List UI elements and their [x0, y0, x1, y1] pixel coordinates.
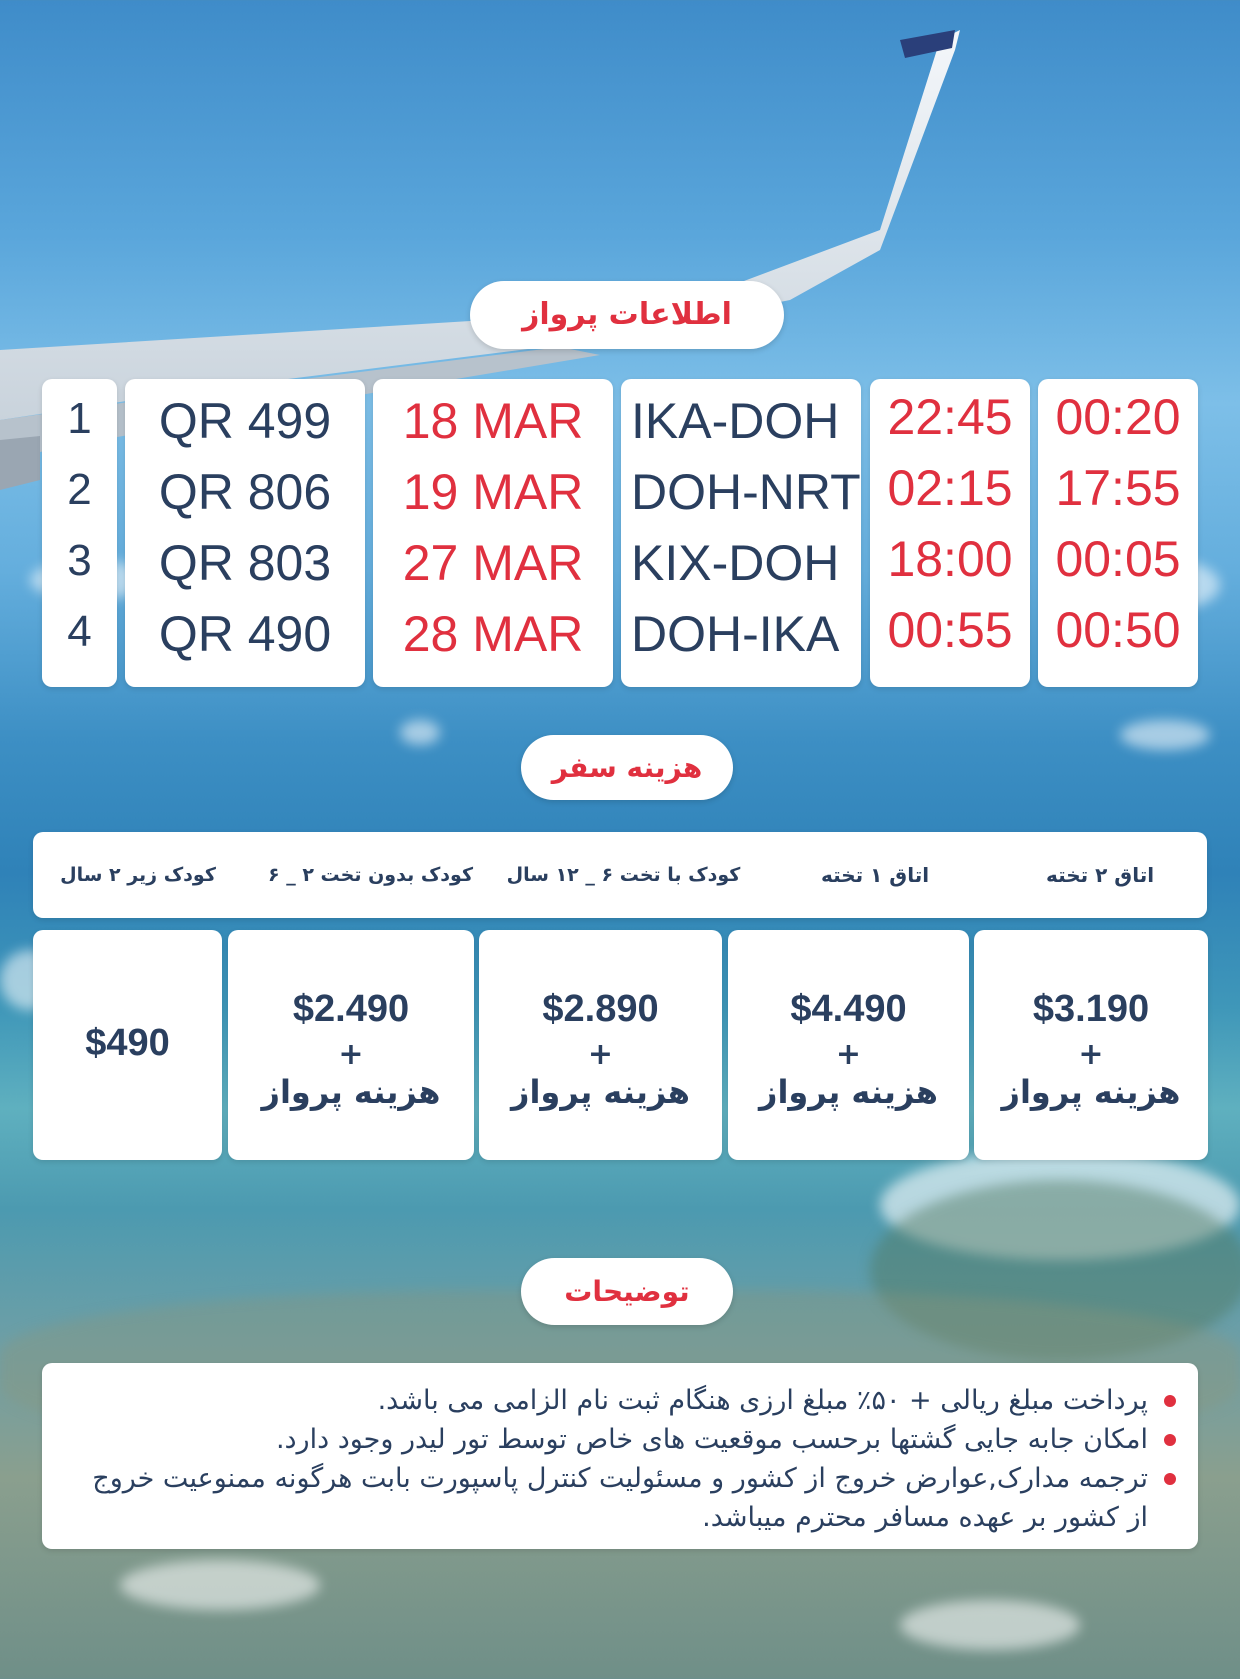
price-header-double-room: اتاق ۲ تخته: [1045, 863, 1155, 887]
bullet-icon: [1164, 1395, 1176, 1407]
price-card-single-room: [728, 930, 969, 1160]
plus-sign: +: [1078, 1037, 1104, 1072]
flight-code: QR 806: [158, 464, 332, 520]
price-label: هزینه پرواز: [759, 1073, 938, 1111]
note-item: [82, 1420, 1148, 1459]
arrival-time: 00:50: [1055, 602, 1181, 658]
price-label: هزینه پرواز: [261, 1073, 441, 1111]
flight-number-column: [42, 379, 117, 687]
flight-date: 19 MAR: [402, 464, 584, 520]
arrival-time: 00:05: [1055, 531, 1181, 587]
notes-list: [42, 1363, 1198, 1537]
price-amount: $3.190: [1032, 988, 1150, 1030]
price-header-child-no-bed: کودک بدون تخت ۲ _ ۶: [267, 864, 474, 886]
bullet-icon: [1164, 1434, 1176, 1446]
arrival-time: 00:20: [1055, 389, 1181, 445]
departure-time: 00:55: [887, 602, 1013, 658]
bullet-icon: [1164, 1473, 1176, 1485]
row-number: 3: [67, 536, 92, 585]
price-label: هزینه پرواز: [511, 1073, 690, 1111]
plus-sign: +: [587, 1037, 614, 1072]
row-number: 2: [67, 465, 92, 514]
flight-code: QR 803: [158, 535, 332, 591]
flight-route: KIX-DOH: [631, 535, 840, 591]
price-card-child-with-bed: [479, 930, 722, 1160]
row-number: 4: [67, 607, 92, 656]
flight-route: DOH-NRT: [631, 464, 861, 520]
cloud: [1120, 720, 1210, 750]
plus-sign: +: [835, 1037, 862, 1072]
note-text: ترجمه مدارک,عوارض خروج از کشور و مسئولیت کنترل پاسپورت بابت هرگونه ممنوعیت خروج از کشور بر عهده مسافر محترم میباشد.: [92, 1463, 1148, 1533]
price-card-infant: [33, 930, 222, 1160]
price-amount: $490: [85, 1022, 170, 1064]
flight-date-column: [373, 379, 613, 687]
price-amount: $2.890: [542, 988, 659, 1030]
flight-date: 18 MAR: [402, 393, 584, 449]
departure-time: 18:00: [887, 531, 1013, 587]
note-item: [82, 1381, 1148, 1420]
plus-sign: +: [338, 1037, 364, 1072]
flight-date: 28 MAR: [402, 606, 584, 662]
note-text: امکان جابه جایی گشتها برحسب موقعیت های خاص توسط تور لیدر وجود دارد.: [275, 1424, 1148, 1455]
price-header-bar: [33, 832, 1207, 918]
flight-code: QR 490: [158, 606, 332, 662]
price-header-child-with-bed: کودک با تخت ۶ _ ۱۲ سال: [506, 864, 741, 886]
price-card-double-room: [974, 930, 1208, 1160]
price-amount: $2.490: [292, 988, 410, 1030]
flight-route: IKA-DOH: [631, 393, 840, 449]
price-amount: $4.490: [790, 988, 907, 1030]
flight-code-column: [125, 379, 365, 687]
cloud: [900, 1600, 1080, 1650]
departure-time: 22:45: [887, 389, 1013, 445]
price-header-infant: کودک زیر ۲ سال: [60, 864, 216, 886]
notes-card: [42, 1363, 1198, 1549]
flight-code: QR 499: [158, 393, 332, 449]
price-card-child-no-bed: [228, 930, 474, 1160]
price-header-single-room: اتاق ۱ تخته: [820, 863, 930, 887]
flight-date: 27 MAR: [402, 535, 584, 591]
flight-route: DOH-IKA: [631, 606, 840, 662]
arrival-time-column: [1038, 379, 1198, 687]
note-item: [82, 1459, 1148, 1537]
departure-time: 02:15: [887, 460, 1013, 516]
cloud: [120, 1560, 320, 1610]
section-title-trip-cost: هزینه سفر: [521, 735, 733, 800]
arrival-time: 17:55: [1055, 460, 1181, 516]
cloud: [400, 720, 440, 745]
section-title-flight-info: اطلاعات پرواز: [470, 281, 784, 349]
flight-route-column: [621, 379, 861, 687]
note-text: پرداخت مبلغ ریالی + ۵۰٪ مبلغ ارزی هنگام ثبت نام الزامی می باشد.: [377, 1385, 1148, 1416]
price-label: هزینه پرواز: [1001, 1073, 1181, 1111]
section-title-notes: توضیحات: [521, 1258, 733, 1325]
departure-time-column: [870, 379, 1030, 687]
row-number: 1: [67, 394, 92, 443]
